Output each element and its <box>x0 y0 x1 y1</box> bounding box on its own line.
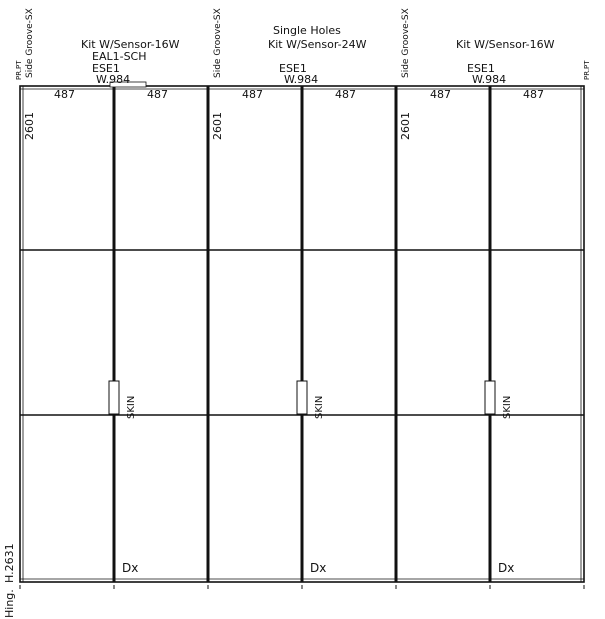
door2-dx-label: Dx <box>310 561 327 575</box>
door3-panel-left-width: 487 <box>430 88 451 101</box>
door3-height-label: 2601 <box>399 112 412 140</box>
door1-skin-label: SKIN <box>126 395 137 419</box>
door-handle-2 <box>297 381 307 414</box>
door1-kit-label: Kit W/Sensor-16W <box>81 38 180 51</box>
door3-side-groove-label: Side Groove-SX <box>401 8 411 78</box>
left-side-groove-label: Side Groove-SX <box>25 8 35 78</box>
door1-dx-label: Dx <box>122 561 139 575</box>
door3-kit-label: Kit W/Sensor-16W <box>456 38 555 51</box>
door2-height-label: 2601 <box>211 112 224 140</box>
door2-panel-left-width: 487 <box>242 88 263 101</box>
single-holes-label: Single Holes <box>273 24 341 37</box>
door-handle-3 <box>485 381 495 414</box>
door2-panel-right-width: 487 <box>335 88 356 101</box>
left-pr-pt-label: PR.PT <box>15 60 23 80</box>
door1-panel-right-width: 487 <box>147 88 168 101</box>
door1-eal-label: EAL1-SCH <box>92 50 147 63</box>
door2-side-groove-label: Side Groove-SX <box>213 8 223 78</box>
door2-ese-label: ESE1 <box>279 62 307 75</box>
door-handle-1 <box>109 381 119 414</box>
left-hinge-label: Hing. <box>3 589 16 618</box>
door1-width-label: W.984 <box>96 73 131 86</box>
door2-skin-label: SKIN <box>314 395 325 419</box>
door3-dx-label: Dx <box>498 561 515 575</box>
door1-panel-left-width: 487 <box>54 88 75 101</box>
door3-skin-label: SKIN <box>502 395 513 419</box>
door3-width-label: W.984 <box>472 73 507 86</box>
left-height-label: H.2631 <box>3 543 16 583</box>
door2-width-label: W.984 <box>284 73 319 86</box>
door1-height-label: 2601 <box>23 112 36 140</box>
door2-kit-label: Kit W/Sensor-24W <box>268 38 367 51</box>
door3-ese-label: ESE1 <box>467 62 495 75</box>
door3-panel-right-width: 487 <box>523 88 544 101</box>
door1-ese-label: ESE1 <box>92 62 120 75</box>
right-pr-pt-label: PR.PT <box>583 60 591 80</box>
